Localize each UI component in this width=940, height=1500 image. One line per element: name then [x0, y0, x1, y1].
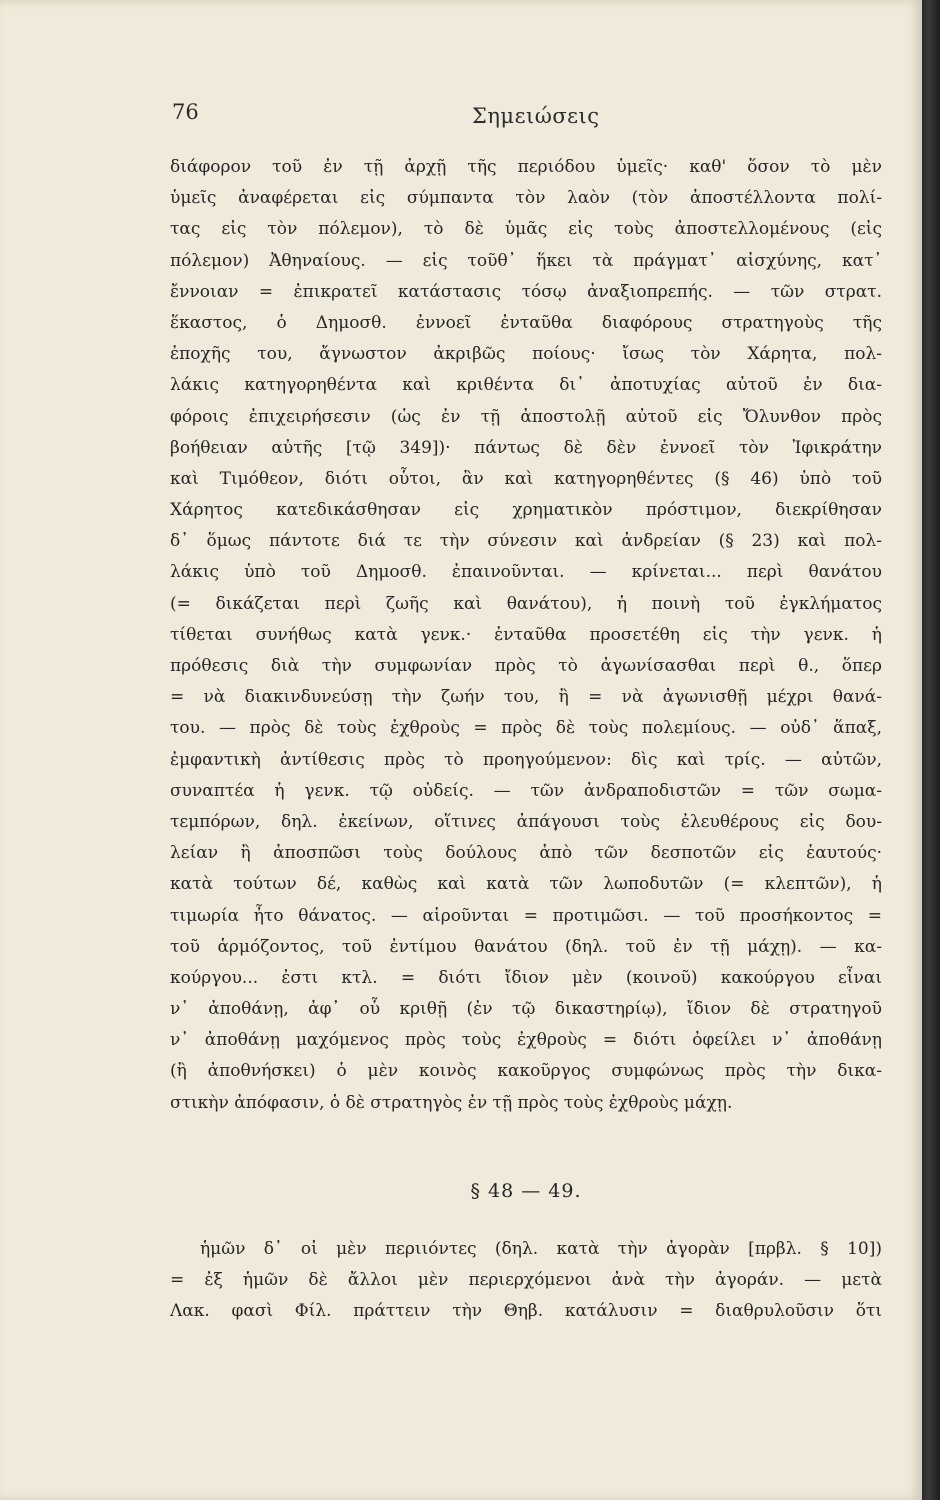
text-line: ἔννοιαν = ἐπικρατεῖ κατάστασις τόσῳ ἀναξιοπρεπής. — τῶν στρατ. [170, 281, 882, 302]
page-header [172, 100, 882, 134]
text-line: λείαν ἢ ἀποσπῶσι τοὺς δούλους ἀπὸ τῶν δεσποτῶν εἰς ἑαυτούς· [170, 843, 882, 864]
text-line: κατὰ τούτων δέ, καθὼς καὶ κατὰ τῶν λωποδυτῶν (= κλεπτῶν), ἡ [170, 874, 882, 895]
running-title: Σημειώσεις [472, 104, 600, 128]
text-line: καὶ Τιμόθεον, διότι οὗτοι, ἂν καὶ κατηγορηθέντες (§ 46) ὑπὸ τοῦ [170, 468, 882, 489]
text-line: διάφορον τοῦ ἐν τῇ ἀρχῇ τῆς περιόδου ὑμεῖς· καθ' ὅσον τὸ μὲν [170, 157, 882, 177]
text-line: δ᾽ ὅμως πάντοτε διά τε τὴν σύνεσιν καὶ ἀνδρείαν (§ 23) καὶ πολ- [170, 531, 882, 552]
section-paragraph [170, 1234, 882, 1328]
text-line: τίθεται συνήθως κατὰ γενκ.· ἐνταῦθα προσετέθη εἰς τὴν γενκ. ἡ [170, 624, 882, 645]
text-line: τιμωρία ἦτο θάνατος. — αἱροῦνται = προτιμῶσι. — τοῦ προσήκοντος = [170, 905, 882, 926]
text-line: κούργου... ἐστι κτλ. = διότι ἴδιον μὲν (κοινοῦ) κακούργου εἶναι [170, 967, 882, 988]
text-line: ἐποχῆς του, ἄγνωστον ἀκριβῶς ποίους· ἴσως τὸν Χάρητα, πολ- [170, 344, 882, 365]
text-line: τας εἰς τὸν πόλεμον), τὸ δὲ ὑμᾶς εἰς τοὺς ἀποστελλομένους (εἰς [170, 219, 882, 240]
text-line: ἕκαστος, ὁ Δημοσθ. ἐννοεῖ ἐνταῦθα διαφόρους στρατηγοὺς τῆς [170, 312, 882, 333]
text-line: = ἐξ ἡμῶν δὲ ἄλλοι μὲν περιερχόμενοι ἀνὰ τὴν ἀγοράν. — μετὰ [170, 1270, 882, 1291]
text-line: = νὰ διακινδυνεύσῃ τὴν ζωήν του, ἢ = νὰ ἀγωνισθῇ μέχρι θανά- [170, 687, 882, 708]
text-line: συναπτέα ἡ γενκ. τῷ οὐδείς. — τῶν ἀνδραποδιστῶν = τῶν σωμα- [170, 780, 882, 801]
text-line: ἐμφαντικὴ ἀντίθεσις πρὸς τὸ προηγούμενον: δὶς καὶ τρίς. — αὐτῶν, [170, 749, 882, 770]
book-spine-edge [922, 0, 940, 1500]
text-line: ν᾽ ἀποθάνῃ, ἀφ᾽ οὗ κριθῇ (ἐν τῷ δικαστηρίῳ), ἴδιον δὲ στρατηγοῦ [170, 999, 882, 1020]
text-line: (ἢ ἀποθνήσκει) ὁ μὲν κοινὸς κακοῦργος συμφώνως πρὸς τὴν δικα- [170, 1061, 882, 1082]
page-number: 76 [172, 100, 199, 124]
text-line: ἡμῶν δ᾽ οἱ μὲν περιιόντες (δηλ. κατὰ τὴν ἀγορὰν [πρβλ. § 10]) [200, 1239, 882, 1259]
text-line: Λακ. φασὶ Φίλ. πράττειν τὴν Θηβ. κατάλυσιν = διαθρυλοῦσιν ὅτι [170, 1301, 882, 1322]
text-line: τοῦ ἁρμόζοντος, τοῦ ἐντίμου θανάτου (δηλ. τοῦ ἐν τῇ μάχῃ). — κα- [170, 936, 882, 957]
text-line: λάκις κατηγορηθέντα καὶ κριθέντα δι᾽ ἀποτυχίας αὐτοῦ ἐν δια- [170, 375, 882, 396]
text-line: Χάρητος κατεδικάσθησαν εἰς χρηματικὸν πρόστιμον, διεκρίθησαν [170, 500, 882, 521]
text-line: ν᾽ ἀποθάνῃ μαχόμενος πρὸς τοὺς ἐχθροὺς = διότι ὀφείλει ν᾽ ἀποθάνῃ [170, 1030, 882, 1051]
text-line: τεμπόρων, δηλ. ἐκείνων, οἵτινες ἀπάγουσι τοὺς ἐλευθέρους εἰς δου- [170, 811, 882, 832]
text-line: πρόθεσις διὰ τὴν συμφωνίαν πρὸς τὸ ἀγωνίσασθαι περὶ θ., ὅπερ [170, 656, 882, 676]
text-line: πόλεμον) Ἀθηναίους. — εἰς τοῦθ᾽ ἥκει τὰ πράγματ᾽ αἰσχύνης, κατ᾽ [170, 250, 882, 271]
section-heading: § 48 — 49. [470, 1180, 582, 1202]
text-line: βοήθειαν αὐτῆς [τῷ 349])· πάντως δὲ δὲν ἐννοεῖ τὸν Ἰφικράτην [170, 437, 882, 458]
text-line: του. — πρὸς δὲ τοὺς ἐχθροὺς = πρὸς δὲ τοὺς πολεμίους. — οὐδ᾽ ἅπαξ, [170, 718, 882, 739]
commentary-paragraph [170, 152, 882, 1119]
text-line: ὑμεῖς ἀναφέρεται εἰς σύμπαντα τὸν λαὸν (τὸν ἀποστέλλοντα πολί- [170, 188, 882, 209]
text-line: φόροις ἐπιχειρήσεσιν (ὡς ἐν τῇ ἀποστολῇ αὐτοῦ εἰς Ὄλυνθον πρὸς [170, 406, 882, 427]
text-line: στικὴν ἀπόφασιν, ὁ δὲ στρατηγὸς ἐν τῇ πρὸς τοὺς ἐχθροὺς μάχῃ. [170, 1092, 733, 1113]
text-line: (= δικάζεται περὶ ζωῆς καὶ θανάτου), ἡ ποινὴ τοῦ ἐγκλήματος [170, 593, 882, 614]
text-line: λάκις ὑπὸ τοῦ Δημοσθ. ἐπαινοῦνται. — κρίνεται... περὶ θανάτου [170, 562, 882, 583]
